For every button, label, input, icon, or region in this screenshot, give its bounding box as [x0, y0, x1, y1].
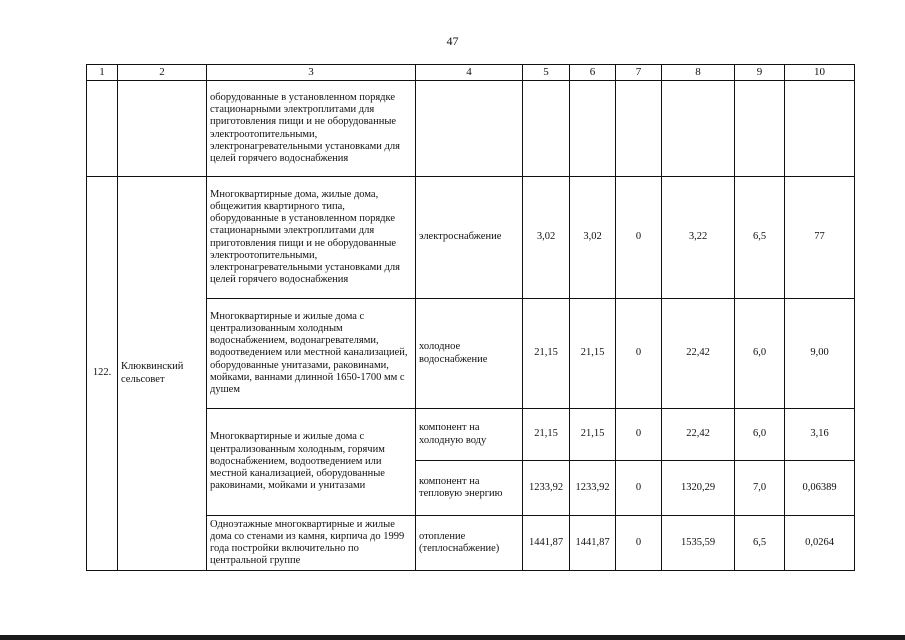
housing-description: Многоквартирные и жилые дома с централизованным холодным, горячим водоснабжением, водоотведением или местной канализацией, оборудованные раковинами, мойками и унитазами — [207, 409, 416, 516]
value-col-5: 1233,92 — [523, 461, 570, 516]
utility-service: компонент на тепловую энергию — [416, 461, 523, 516]
housing-description: оборудованные в установленном порядке стационарными электроплитами для приготовления пищи и не оборудованные электроотопительными, электронагревательными установками для целей горячего водоснабжения — [207, 81, 416, 177]
value-col-7: 0 — [616, 177, 662, 299]
header-cell-4: 4 — [416, 65, 523, 81]
housing-description: Многоквартирные дома, жилые дома, общежития квартирного типа, оборудованные в установленном порядке стационарными электроплитами для приготовления пищи и не оборудованные электроотопительными, электронагревательными установками для целей горячего водоснабжения — [207, 177, 416, 299]
cell-empty — [87, 81, 118, 177]
value-col-10: 0,06389 — [785, 461, 855, 516]
value-col-7: 0 — [616, 461, 662, 516]
cell-empty — [616, 81, 662, 177]
scan-edge-shadow — [0, 635, 905, 640]
housing-description: Одноэтажные многоквартирные и жилые дома со стенами из камня, кирпича до 1999 года постройки включительно по центральной группе — [207, 516, 416, 571]
cell-empty — [662, 81, 735, 177]
value-col-7: 0 — [616, 299, 662, 409]
value-col-6: 3,02 — [570, 177, 616, 299]
value-col-9: 6,0 — [735, 409, 785, 461]
value-col-7: 0 — [616, 516, 662, 571]
header-cell-10: 10 — [785, 65, 855, 81]
value-col-10: 77 — [785, 177, 855, 299]
settlement-name: Клюквинский сельсовет — [118, 177, 207, 571]
table-row — [87, 177, 855, 299]
cell-empty — [570, 81, 616, 177]
table-header-row — [87, 65, 855, 81]
value-col-9: 7,0 — [735, 461, 785, 516]
cell-empty — [785, 81, 855, 177]
value-col-10: 9,00 — [785, 299, 855, 409]
header-cell-1: 1 — [87, 65, 118, 81]
utility-service: компонент на холодную воду — [416, 409, 523, 461]
value-col-9: 6,0 — [735, 299, 785, 409]
value-col-5: 1441,87 — [523, 516, 570, 571]
cell-empty — [416, 81, 523, 177]
value-col-6: 1441,87 — [570, 516, 616, 571]
value-col-7: 0 — [616, 409, 662, 461]
value-col-5: 21,15 — [523, 409, 570, 461]
value-col-5: 3,02 — [523, 177, 570, 299]
housing-description: Многоквартирные и жилые дома с централизованным холодным водоснабжением, водонагревателями, водоотведением или местной канализацией, оборудованные унитазами, раковинами, мойками, ваннами длинной 1650-1700 мм с душем — [207, 299, 416, 409]
utility-service: отопление (теплоснабжение) — [416, 516, 523, 571]
page-number: 47 — [446, 34, 459, 48]
utility-service: холодное водоснабжение — [416, 299, 523, 409]
value-col-8: 1320,29 — [662, 461, 735, 516]
header-cell-6: 6 — [570, 65, 616, 81]
value-col-6: 1233,92 — [570, 461, 616, 516]
value-col-5: 21,15 — [523, 299, 570, 409]
header-cell-2: 2 — [118, 65, 207, 81]
header-cell-9: 9 — [735, 65, 785, 81]
header-cell-7: 7 — [616, 65, 662, 81]
value-col-9: 6,5 — [735, 177, 785, 299]
value-col-8: 3,22 — [662, 177, 735, 299]
row-number: 122. — [87, 177, 118, 571]
value-col-8: 22,42 — [662, 409, 735, 461]
header-cell-8: 8 — [662, 65, 735, 81]
header-cell-5: 5 — [523, 65, 570, 81]
cell-empty — [523, 81, 570, 177]
cell-empty — [118, 81, 207, 177]
header-cell-3: 3 — [207, 65, 416, 81]
tariff-table — [86, 64, 855, 571]
value-col-9: 6,5 — [735, 516, 785, 571]
value-col-10: 3,16 — [785, 409, 855, 461]
utility-service: электроснабжение — [416, 177, 523, 299]
value-col-6: 21,15 — [570, 299, 616, 409]
value-col-8: 1535,59 — [662, 516, 735, 571]
value-col-8: 22,42 — [662, 299, 735, 409]
table-row-continuation — [87, 81, 855, 177]
cell-empty — [735, 81, 785, 177]
value-col-10: 0,0264 — [785, 516, 855, 571]
value-col-6: 21,15 — [570, 409, 616, 461]
